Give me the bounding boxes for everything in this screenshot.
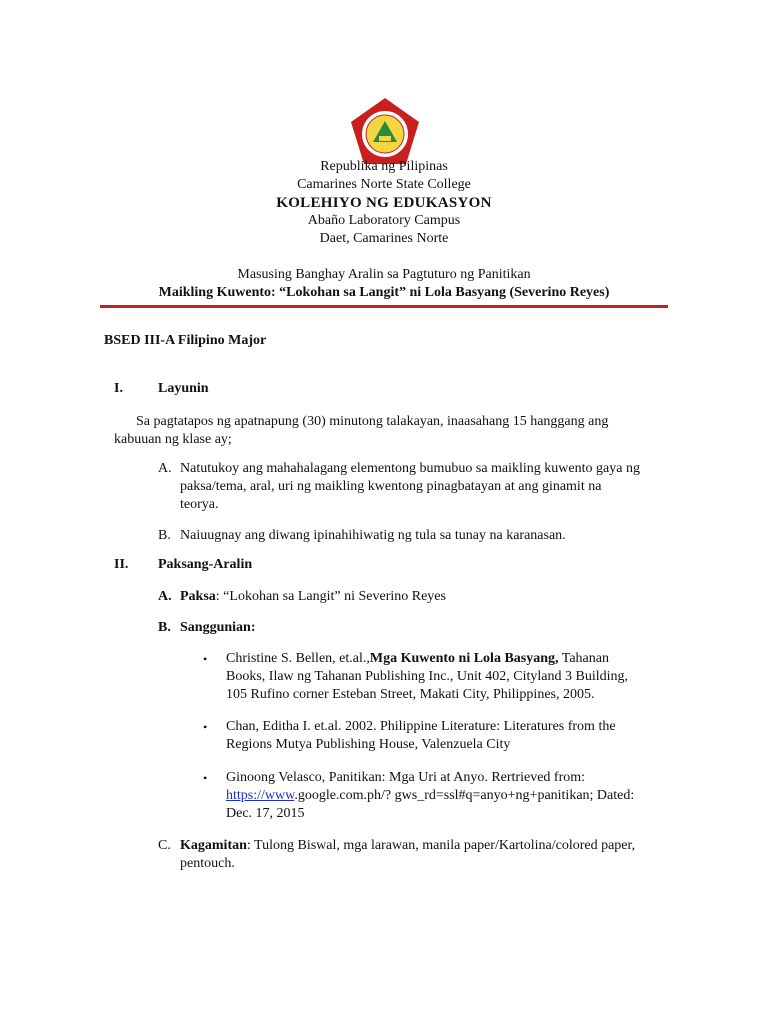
objective-b-line1: Naiuugnay ang diwang ipinahihiwatig ng tula sa tunay na karanasan. [180,528,566,543]
paksa-line [180,588,446,606]
paksa-marker: A. [158,589,172,604]
kagamitan-line2: pentouch. [180,856,235,871]
paksa-text: : “Lokohan sa Langit” ni Severino Reyes [215,589,446,604]
reference-2-bullet: • [203,720,208,734]
class-label: BSED III-A Filipino Major [104,333,267,348]
header-department: KOLEHIYO NG EDUKASYON [276,195,492,211]
kagamitan-marker: C. [158,838,171,853]
objective-a-marker: A. [158,461,172,476]
reference-1-book-title: Mga Kuwento ni Lola Basyang, [369,651,559,666]
reference-2-line1: Chan, Editha I. et.al. 2002. Philippine Literature: Literatures from the [226,719,616,734]
objective-b-marker: B. [158,528,171,543]
seal-emblem-book [379,136,391,141]
section-2-number: II. [114,557,129,572]
reference-1-authors: Christine S. Bellen, et.al., [226,651,370,666]
header-country: Republika ng Pilipinas [320,159,448,174]
lesson-topic-title: Maikling Kuwento: “Lokohan sa Langit” ni Lola Basyang (Severino Reyes) [158,285,610,300]
objective-a-line2: paksa/tema, aral, uri ng maikling kwentong pinagbatayan at ang ginamit na [180,479,602,494]
reference-3-url-rest: .google.com.ph/? gws_rd=ssl#q=anyo+ng+panitikan; Dated: [294,788,635,803]
reference-2-line2: Regions Mutya Publishing House, Valenzuela City [226,737,511,752]
section-1-intro-line1: Sa pagtatapos ng apatnapung (30) minutong talakayan, inaasahang 15 hanggang ang [136,414,609,429]
kagamitan-label-rest: agamitan [190,838,247,853]
objective-a-line3: teorya. [180,497,219,512]
reference-1-bullet: • [203,652,208,666]
objective-a-line1: Natutukoy ang mahahalagang elementong bumubuo sa maikling kuwento gaya ng [180,461,640,476]
section-1-number: I. [114,381,123,396]
header-divider [100,305,668,308]
reference-1-line2: Books, Ilaw ng Tahanan Publishing Inc., Unit 402, Cityland 3 Building, [226,669,629,684]
reference-3-bullet: • [203,771,208,785]
reference-1-line1 [226,650,609,668]
section-1-intro-line2: kabuuan ng klase ay; [114,432,232,447]
sanggunian-marker: B. [158,620,171,635]
header-campus: Abaño Laboratory Campus [307,213,461,228]
reference-3-link[interactable]: https://www [226,788,295,803]
section-1-title: Layunin [158,381,209,396]
header-location: Daet, Camarines Norte [319,231,449,246]
reference-1-publisher-start: Tahanan [558,651,609,666]
reference-1-line3: 105 Rufino corner Esteban Street, Makati City, Philippines, 2005. [226,687,595,702]
sanggunian-label: Sanggunian: [180,620,256,635]
paksa-label: Paksa [180,589,216,604]
kagamitan-line1 [180,837,635,855]
reference-3-line1: Ginoong Velasco, Panitikan: Mga Uri at Anyo. Rertrieved from: [226,770,586,785]
header-college: Camarines Norte State College [297,177,471,192]
kagamitan-label-k: K [180,838,191,853]
kagamitan-text: : Tulong Biswal, mga larawan, manila paper/Kartolina/colored paper, [246,838,636,853]
reference-3-line2 [226,787,634,805]
lesson-plan-title: Masusing Banghay Aralin sa Pagtuturo ng Panitikan [237,267,531,282]
reference-3-line3: Dec. 17, 2015 [226,806,305,821]
section-2-title: Paksang-Aralin [158,557,253,572]
